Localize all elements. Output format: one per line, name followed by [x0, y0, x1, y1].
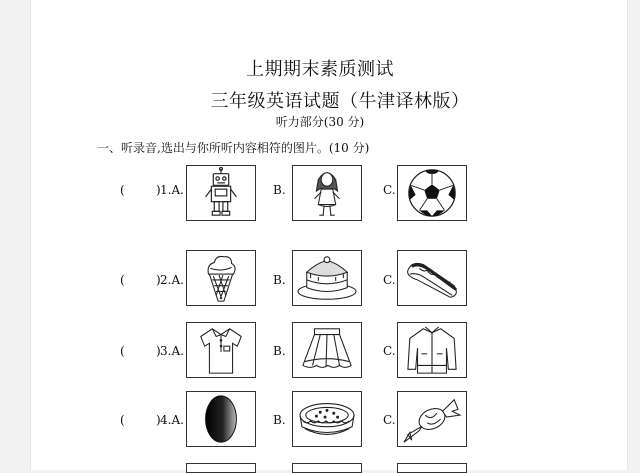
- robot-icon: [187, 166, 255, 220]
- option-c-image: [397, 322, 467, 378]
- option-a-image: [186, 322, 256, 378]
- option-b-image: [292, 391, 362, 447]
- option-b-image: [292, 463, 362, 473]
- question-row: [0, 391, 640, 451]
- egg-icon: [187, 392, 255, 446]
- question-number: 4.A.: [160, 413, 184, 427]
- option-b-label: B.: [273, 273, 286, 287]
- question-number: 2.A.: [160, 273, 184, 287]
- option-a-image: [186, 463, 256, 473]
- option-b-image: [292, 250, 362, 306]
- option-c-label: C.: [383, 413, 396, 427]
- cake-icon: [293, 251, 361, 305]
- answer-blank[interactable]: ( ): [120, 183, 161, 197]
- option-b-label: B.: [273, 413, 286, 427]
- skirt-icon: [293, 323, 361, 377]
- soccer-ball-icon: [398, 166, 466, 220]
- option-b-image: [292, 165, 362, 221]
- ice-cream-icon: [187, 251, 255, 305]
- exam-title: 上期期末素质测试: [246, 59, 394, 80]
- question-row: [0, 165, 640, 225]
- question-number: 3.A.: [160, 344, 184, 358]
- option-c-label: C.: [383, 183, 396, 197]
- option-c-image: [397, 391, 467, 447]
- question-row: [0, 322, 640, 382]
- section-instruction: 一、听录音,选出与你所听内容相符的图片。(10 分): [97, 141, 370, 155]
- girl-doll-icon: [293, 166, 361, 220]
- option-b-label: B.: [273, 183, 286, 197]
- answer-blank[interactable]: ( ): [120, 413, 161, 427]
- option-c-image: [397, 250, 467, 306]
- option-a-image: [186, 250, 256, 306]
- part-heading: 听力部分(30 分): [275, 115, 365, 129]
- option-a-image: [186, 391, 256, 447]
- answer-blank[interactable]: ( ): [120, 273, 161, 287]
- option-c-label: C.: [383, 273, 396, 287]
- jacket-icon: [398, 323, 466, 377]
- option-b-image: [292, 322, 362, 378]
- question-number: 1.A.: [160, 183, 184, 197]
- option-c-image: [397, 463, 467, 473]
- exam-subtitle: 三年级英语试题（牛津译林版）: [210, 91, 470, 112]
- option-a-image: [186, 165, 256, 221]
- pie-icon: [293, 392, 361, 446]
- question-row: [0, 250, 640, 310]
- candy-icon: [398, 392, 466, 446]
- option-b-label: B.: [273, 344, 286, 358]
- answer-blank[interactable]: ( ): [120, 344, 161, 358]
- option-c-label: C.: [383, 344, 396, 358]
- hot-dog-icon: [398, 251, 466, 305]
- option-c-image: [397, 165, 467, 221]
- shirt-icon: [187, 323, 255, 377]
